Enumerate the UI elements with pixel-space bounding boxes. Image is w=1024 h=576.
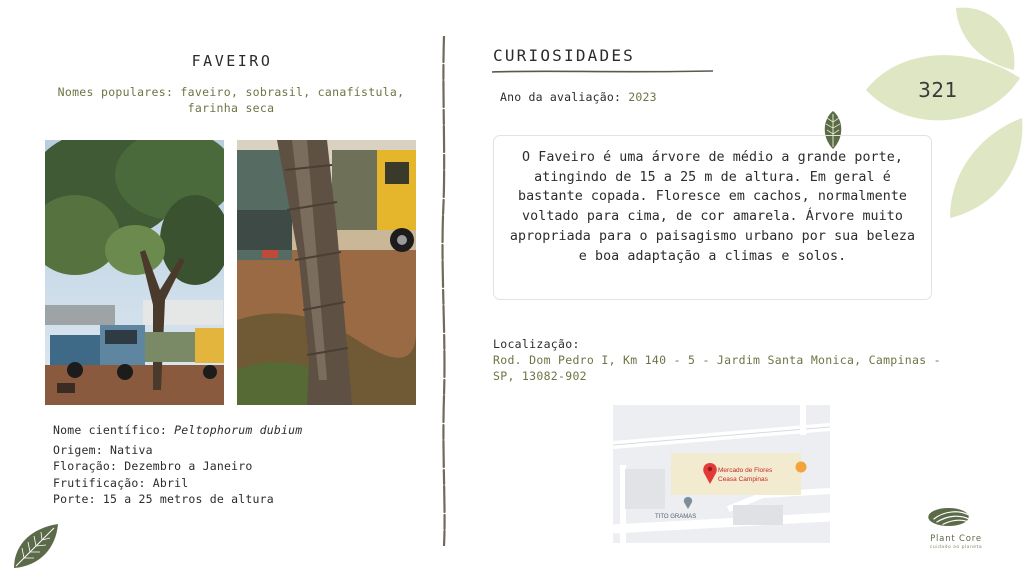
location-label: Localização: xyxy=(493,337,580,351)
map-place-name-2: Ceasa Campinas xyxy=(718,476,768,483)
scientific-name-row xyxy=(53,422,302,439)
origin-row: Origem: Nativa xyxy=(53,442,153,457)
tree-photo-2 xyxy=(237,140,416,405)
year-value: 2023 xyxy=(628,90,657,104)
evaluation-year xyxy=(500,90,657,104)
leaf-icon xyxy=(10,522,60,570)
fruiting-row: Frutificação: Abril xyxy=(53,475,189,490)
size-row: Porte: 15 a 25 metros de altura xyxy=(53,492,274,507)
brand-logo xyxy=(926,502,986,532)
location-address: Rod. Dom Pedro I, Km 140 - 5 - Jardim Santa Monica, Campinas - SP, 13082-902 xyxy=(493,353,941,383)
description-text: O Faveiro é uma árvore de médio a grande porte, atingindo de 15 a 25 m de altura. Em geral é bastante copada. Floresce em cachos, normalmente voltado para cima, de cor amarela. Árvore muito apropriada para o paisagismo urbano por sua beleza e boa adaptação a climas e solos. xyxy=(509,150,916,264)
tree-photo-1 xyxy=(45,140,224,405)
page-number: 321 xyxy=(918,78,958,102)
brand-tagline: cuidado ao planeta xyxy=(929,545,983,550)
scientific-name-value: Peltophorum dubium xyxy=(174,423,303,437)
year-label: Ano da avaliação: xyxy=(500,90,622,104)
plant-facts xyxy=(53,422,302,508)
brand-name: Plant Core xyxy=(930,534,982,544)
location-map[interactable] xyxy=(613,405,830,543)
title-underline xyxy=(490,66,715,76)
section-title: CURIOSIDADES xyxy=(493,46,635,65)
vertical-divider xyxy=(437,36,451,546)
map-place-name-1: Mercado de Flores xyxy=(718,467,773,474)
scientific-name-label: Nome científico: xyxy=(53,423,167,437)
popular-names: Nomes populares: faveiro, sobrasil, canafístula, farinha seca xyxy=(57,85,405,115)
flowering-row: Floração: Dezembro a Janeiro xyxy=(53,459,253,474)
plant-title: FAVEIRO xyxy=(191,52,273,70)
description-box xyxy=(493,135,932,300)
map-poi-label: TITO GRAMAS xyxy=(655,514,697,520)
